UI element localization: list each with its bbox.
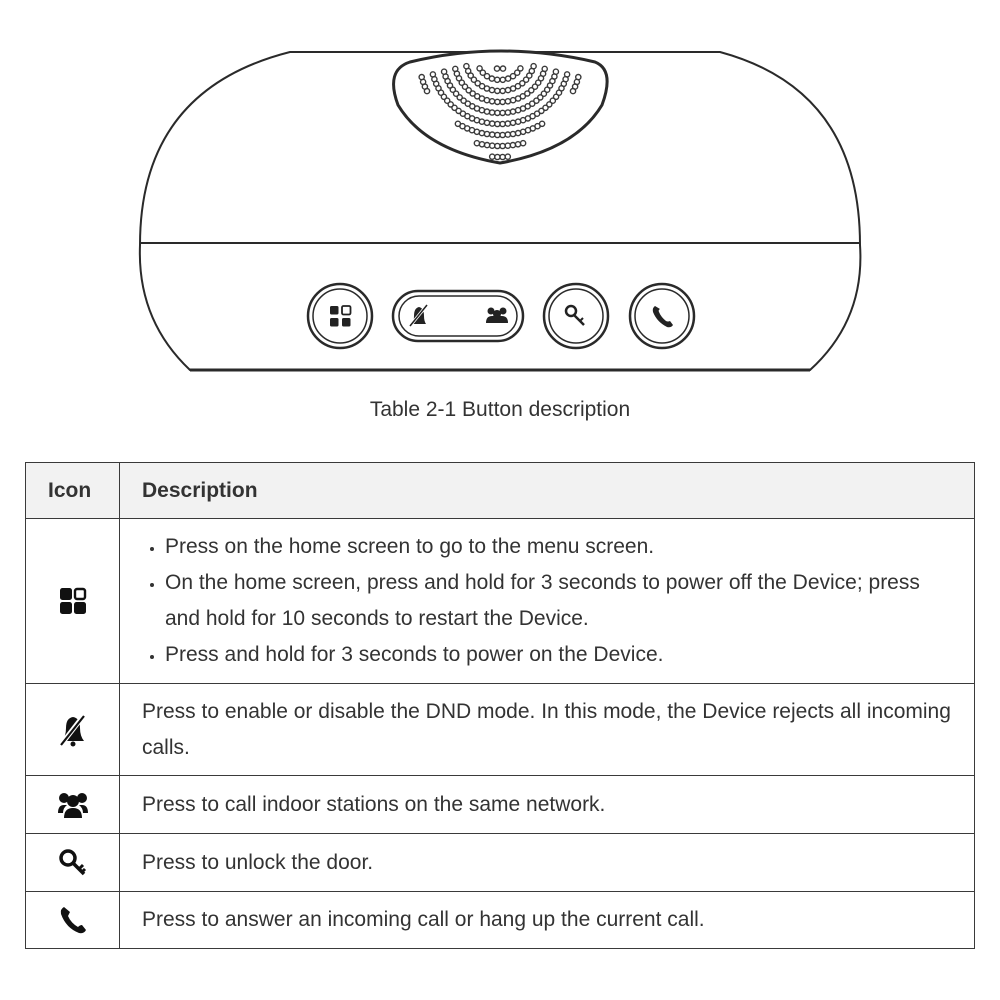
table-row bbox=[26, 684, 975, 776]
description-cell: Press to answer an incoming call or hang up the current call. bbox=[120, 892, 975, 949]
list-item: • Press and hold for 3 seconds to power on the Device. bbox=[165, 637, 954, 673]
dnd-bell-slash-icon bbox=[58, 713, 88, 747]
unlock-button[interactable] bbox=[544, 284, 608, 348]
button-description-table bbox=[25, 462, 975, 949]
table-row bbox=[26, 776, 975, 834]
description-column-header: Description bbox=[120, 463, 975, 519]
table-row bbox=[26, 519, 975, 684]
table-caption: Table 2-1 Button description bbox=[369, 398, 631, 421]
device-illustration bbox=[0, 0, 1000, 390]
phone-icon bbox=[58, 905, 88, 935]
icon-column-header: Icon bbox=[26, 463, 120, 519]
menu-grid-icon bbox=[58, 586, 88, 616]
menu-button[interactable] bbox=[308, 284, 372, 348]
group-icon bbox=[57, 791, 89, 819]
table-header-row bbox=[26, 463, 975, 519]
call-button[interactable] bbox=[630, 284, 694, 348]
key-icon bbox=[58, 848, 88, 878]
bullet-list bbox=[142, 529, 954, 673]
description-cell bbox=[120, 519, 975, 684]
description-cell: Press to call indoor stations on the same network. bbox=[120, 776, 975, 834]
description-cell: Press to enable or disable the DND mode. In this mode, the Device rejects all incoming calls. bbox=[120, 684, 975, 776]
table-row bbox=[26, 892, 975, 949]
list-item: • On the home screen, press and hold for 3 seconds to power off the Device; press and hold for 10 seconds to restart the Device. bbox=[165, 565, 954, 637]
table-row bbox=[26, 834, 975, 892]
description-cell: Press to unlock the door. bbox=[120, 834, 975, 892]
dnd-group-button[interactable] bbox=[393, 291, 523, 341]
list-item: • Press on the home screen to go to the menu screen. bbox=[165, 529, 954, 565]
